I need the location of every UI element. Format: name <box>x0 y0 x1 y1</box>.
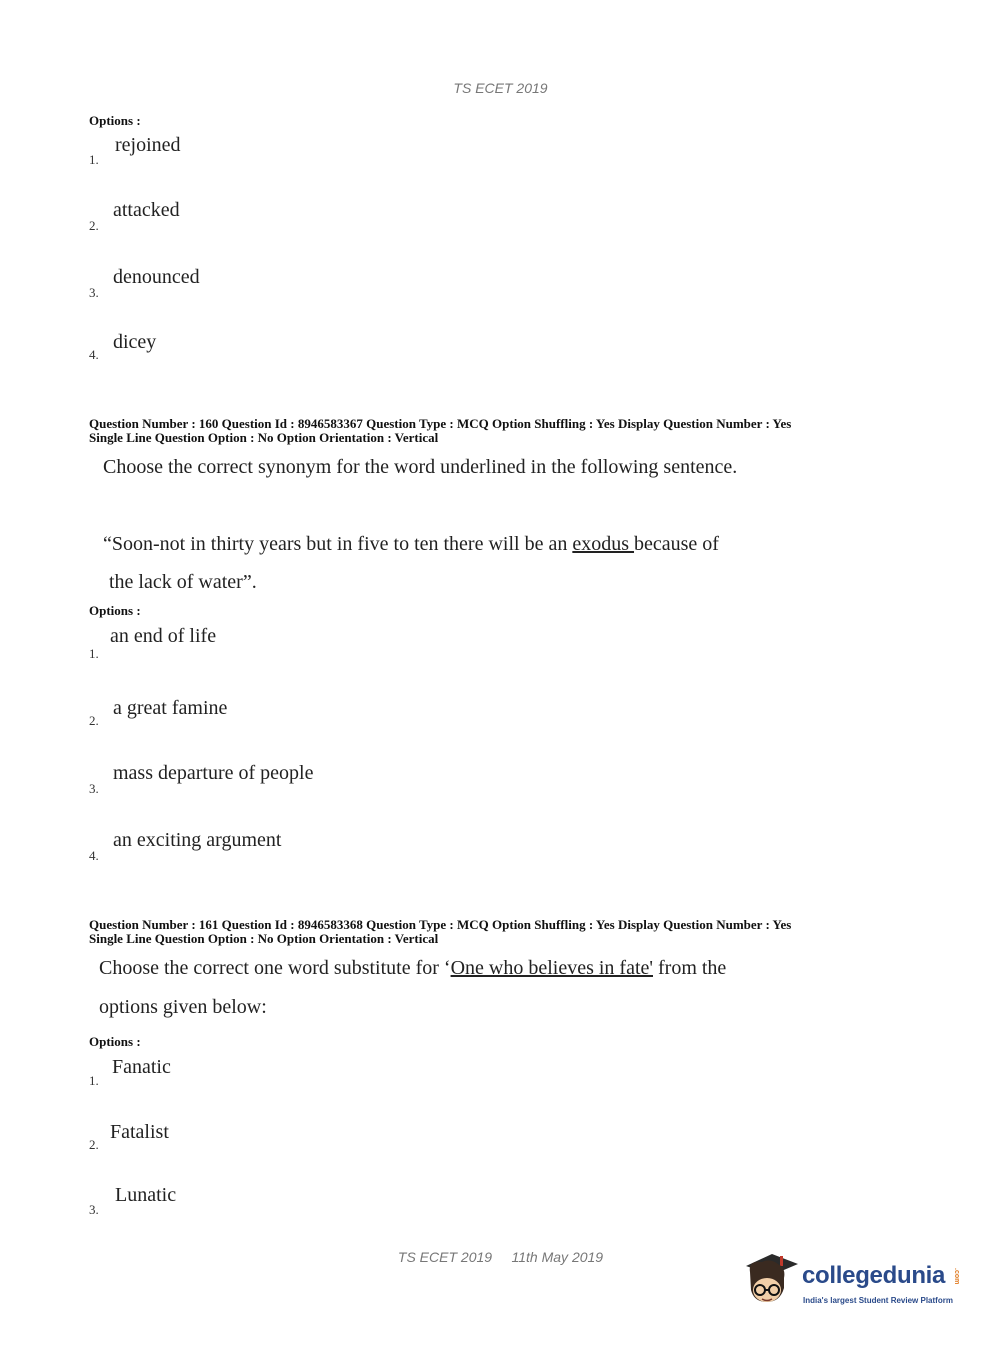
option-number: 1. <box>89 1073 99 1088</box>
option-number: 2. <box>89 218 99 233</box>
option-text: Lunatic <box>115 1184 177 1206</box>
question-sentence-start: “Soon-not in thirty years but in five to ten there will be an <box>103 533 573 555</box>
options-label: Options : <box>89 1034 141 1049</box>
option-text: denounced <box>113 266 200 288</box>
option-text: mass departure of people <box>113 762 314 784</box>
question-text <box>99 957 726 980</box>
option-number: 2. <box>89 1137 99 1152</box>
underlined-phrase: One who believes in fate' <box>450 957 653 979</box>
underlined-word: exodus <box>572 533 635 555</box>
option-number: 3. <box>89 285 99 300</box>
option-number: 1. <box>89 152 99 167</box>
collegedunia-logo <box>740 1248 970 1312</box>
option-number: 4. <box>89 347 99 362</box>
option-number: 4. <box>89 848 99 863</box>
option-number: 3. <box>89 1202 99 1217</box>
option-number: 2. <box>89 713 99 728</box>
option-text: an end of life <box>110 625 217 647</box>
option-text: attacked <box>113 199 180 221</box>
question-sentence-end: because of <box>634 533 719 555</box>
option-text: a great famine <box>113 697 228 719</box>
options-label: Options : <box>89 113 141 128</box>
brand-name: collegedunia <box>802 1262 946 1289</box>
option-number: 3. <box>89 781 99 796</box>
brand-tagline: India's largest Student Review Platform <box>803 1296 953 1305</box>
mascot-icon <box>740 1248 800 1312</box>
option-text: rejoined <box>115 134 181 156</box>
question-meta-line2: Single Line Question Option : No Option Orientation : Vertical <box>89 430 439 445</box>
question-text-cont: options given below: <box>99 996 267 1018</box>
question-text-end: from the <box>653 957 727 979</box>
option-text: Fanatic <box>112 1056 171 1078</box>
question-sentence <box>103 533 719 556</box>
page-header: TS ECET 2019 <box>453 80 548 96</box>
question-text: Choose the correct synonym for the word underlined in the following sentence. <box>103 456 738 478</box>
question-sentence-cont: the lack of water”. <box>109 571 257 593</box>
question-meta-line2: Single Line Question Option : No Option Orientation : Vertical <box>89 931 439 946</box>
page-footer: TS ECET 2019 11th May 2019 <box>397 1249 604 1265</box>
option-number: 1. <box>89 646 99 661</box>
brand-suffix: .com <box>953 1268 960 1285</box>
question-meta-line1: Question Number : 160 Question Id : 8946583367 Question Type : MCQ Option Shuffling : Yes Display Question Number : Yes <box>89 416 792 431</box>
question-text-start: Choose the correct one word substitute for ‘ <box>99 957 451 979</box>
question-meta-line1: Question Number : 161 Question Id : 8946583368 Question Type : MCQ Option Shuffling : Yes Display Question Number : Yes <box>89 917 792 932</box>
option-text: dicey <box>113 331 157 353</box>
option-text: an exciting argument <box>113 829 282 851</box>
options-label: Options : <box>89 603 141 618</box>
option-text: Fatalist <box>110 1121 169 1143</box>
